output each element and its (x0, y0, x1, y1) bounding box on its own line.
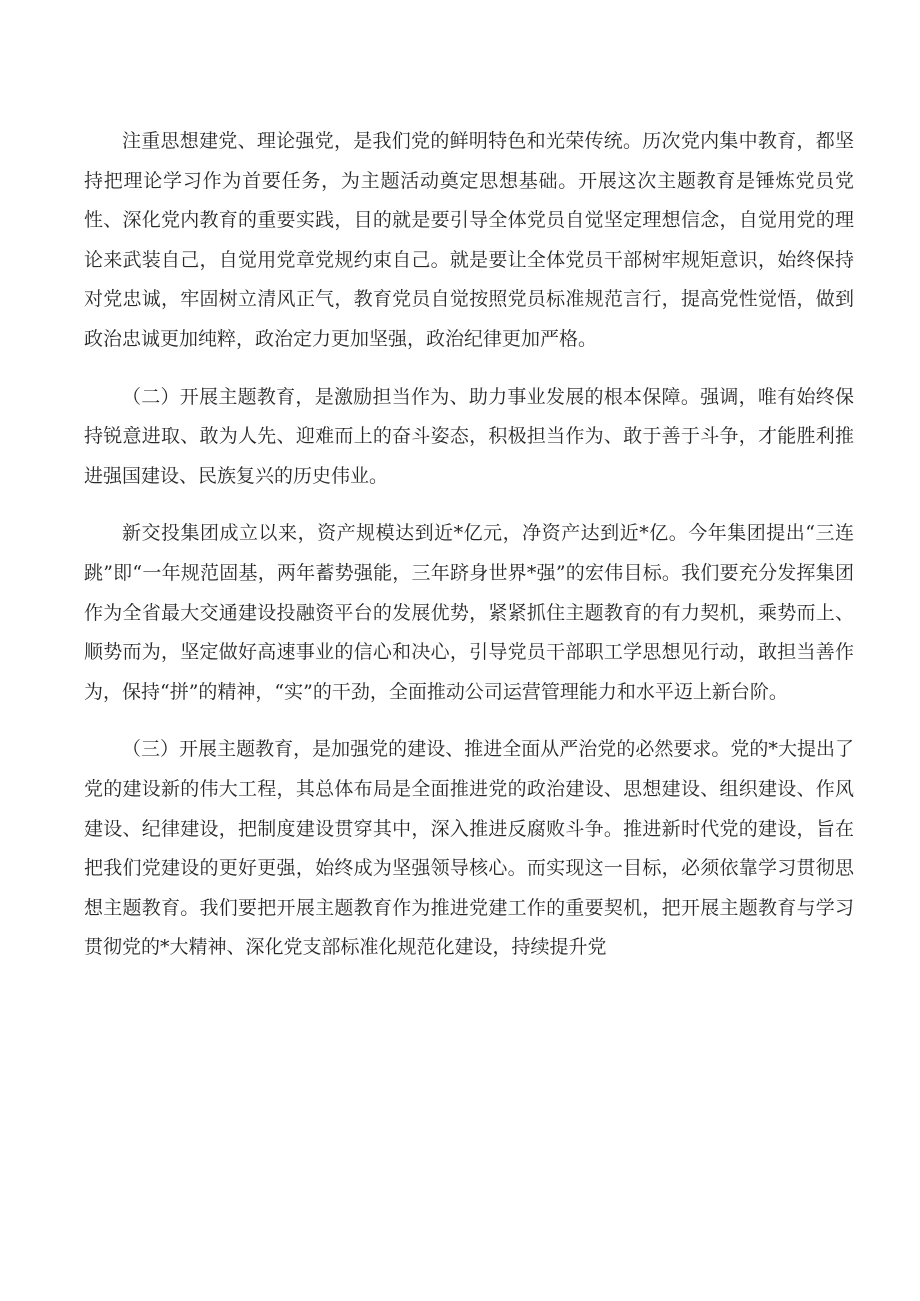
paragraph-section-three: （三）开展主题教育，是加强党的建设、推进全面从严治党的必然要求。党的*大提出了党的建设新的伟大工程，其总体布局是全面推进党的政治建设、思想建设、组织建设、作风建设、纪律建设，把制度建设贯穿其中，深入推进反腐败斗争。推进新时代党的建设，旨在把我们党建设的更好更强，始终成为坚强领导核心。而实现这一目标，必须依靠学习贯彻思想主题教育。我们要把开展主题教育作为推进党建工作的重要契机，把开展主题教育与学习贯彻党的*大精神、深化党支部标准化规范化建设，持续提升党 (84, 738, 854, 959)
paragraph-group-development: 新交投集团成立以来，资产规模达到近*亿元，净资产达到近*亿。今年集团提出“三连跳”即“一年规范固基，两年蓄势强能，三年跻身世界*强”的宏伟目标。我们要充分发挥集团作为全省最大交通建设投融资平台的发展优势，紧紧抓住主题教育的有力契机，乘势而上、顺势而为，坚定做好高速事业的信心和决心，引导党员干部职工学思想见行动，敢担当善作为，保持“拼”的精神，“实”的干劲，全面推动公司运营管理能力和水平迈上新台阶。 (84, 522, 854, 703)
paragraph-section-two: （二）开展主题教育，是激励担当作为、助力事业发展的根本保障。强调，唯有始终保持锐意进取、敢为人先、迎难而上的奋斗姿态，积极担当作为、敢于善于斗争，才能胜利推进强国建设、民族复兴的历史伟业。 (84, 385, 854, 487)
paragraph-theory-building: 注重思想建党、理论强党，是我们党的鲜明特色和光荣传统。历次党内集中教育，都坚持把理论学习作为首要任务，为主题活动奠定思想基础。开展这次主题教育是锤炼党员党性、深化党内教育的重要实践，目的就是要引导全体党员自觉坚定理想信念，自觉用党的理论来武装自己，自觉用党章党规约束自己。就是要让全体党员干部树牢规矩意识，始终保持对党忠诚，牢固树立清风正气，教育党员自觉按照党员标准规范言行，提高党性觉悟，做到政治忠诚更加纯粹，政治定力更加坚强，政治纪律更加严格。 (84, 130, 854, 350)
document-body (84, 122, 854, 986)
